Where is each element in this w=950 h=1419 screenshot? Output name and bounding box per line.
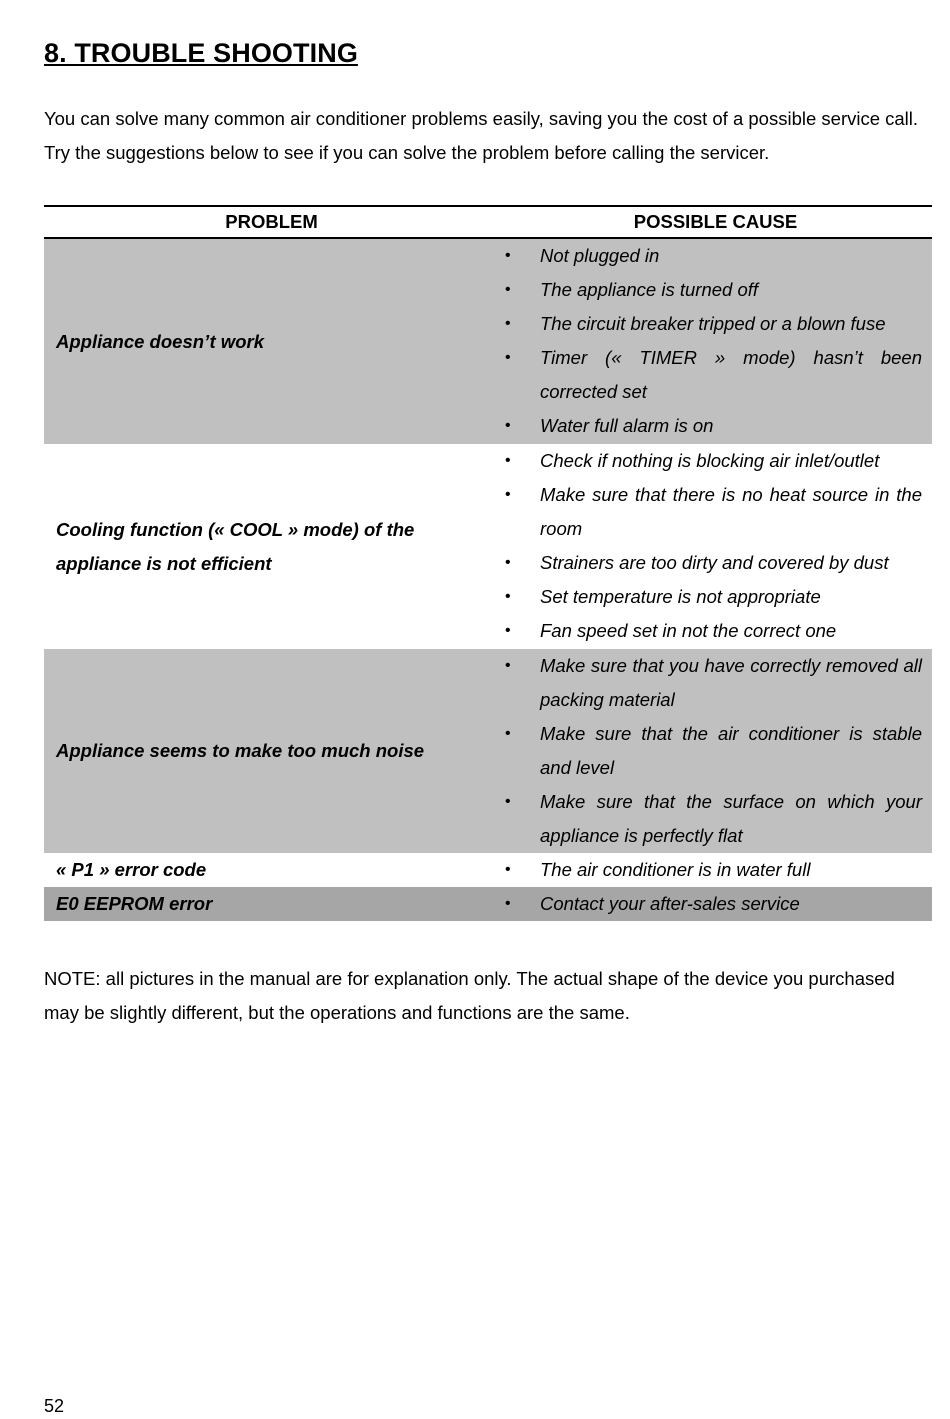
cause-list (499, 444, 932, 649)
cause-item: • Make sure that there is no heat source in the room (499, 478, 922, 546)
cause-item: • The appliance is turned off (499, 273, 922, 307)
header-problem: PROBLEM (225, 211, 318, 232)
cause-item: • Make sure that you have correctly removed all packing material (499, 649, 922, 717)
problem-cell: Appliance seems to make too much noise (56, 740, 425, 761)
header-possible-cause: POSSIBLE CAUSE (633, 211, 798, 232)
cause-item: • Timer (« TIMER » mode) hasn’t been corrected set (499, 341, 922, 409)
table-row (44, 887, 932, 921)
cause-item: • The circuit breaker tripped or a blown fuse (499, 307, 922, 341)
problem-cell: Cooling function (« COOL » mode) of the appliance is not efficient (56, 518, 415, 574)
page-title: 8. TROUBLE SHOOTING (44, 38, 358, 68)
table-row (44, 853, 932, 887)
cause-item: • Water full alarm is on (499, 409, 922, 443)
page-number: 52 (44, 1396, 65, 1416)
intro-line: Try the suggestions below to see if you can solve the problem before calling the servicer. (44, 142, 770, 163)
cause-list (499, 853, 932, 887)
cause-list (499, 239, 932, 444)
problem-cell: « P1 » error code (56, 859, 207, 880)
table-header (44, 205, 932, 239)
table-row (44, 239, 932, 444)
note-paragraph: NOTE: all pictures in the manual are for explanation only. The actual shape of the device you purchased may be slightly different, but the operations and functions are the same. (44, 968, 895, 1023)
intro-line: You can solve many common air conditioner problems easily, saving you the cost of a possible service call. (44, 108, 919, 129)
intro-paragraph (44, 102, 944, 170)
table-row (44, 649, 932, 853)
cause-item: • Contact your after-sales service (499, 887, 922, 921)
table-row (44, 444, 932, 649)
cause-item: • The air conditioner is in water full (499, 853, 922, 887)
troubleshooting-table (44, 205, 932, 921)
cause-item: • Not plugged in (499, 239, 922, 273)
cause-item: • Check if nothing is blocking air inlet/outlet (499, 444, 922, 478)
problem-cell: Appliance doesn’t work (56, 330, 264, 352)
cause-item: • Strainers are too dirty and covered by dust (499, 546, 922, 580)
cause-list (499, 649, 932, 853)
cause-item: • Fan speed set in not the correct one (499, 614, 922, 648)
cause-item: • Make sure that the surface on which your appliance is perfectly flat (499, 785, 922, 853)
problem-cell: E0 EEPROM error (56, 893, 213, 914)
cause-item: • Set temperature is not appropriate (499, 580, 922, 614)
cause-list (499, 887, 932, 921)
cause-item: • Make sure that the air conditioner is stable and level (499, 717, 922, 785)
